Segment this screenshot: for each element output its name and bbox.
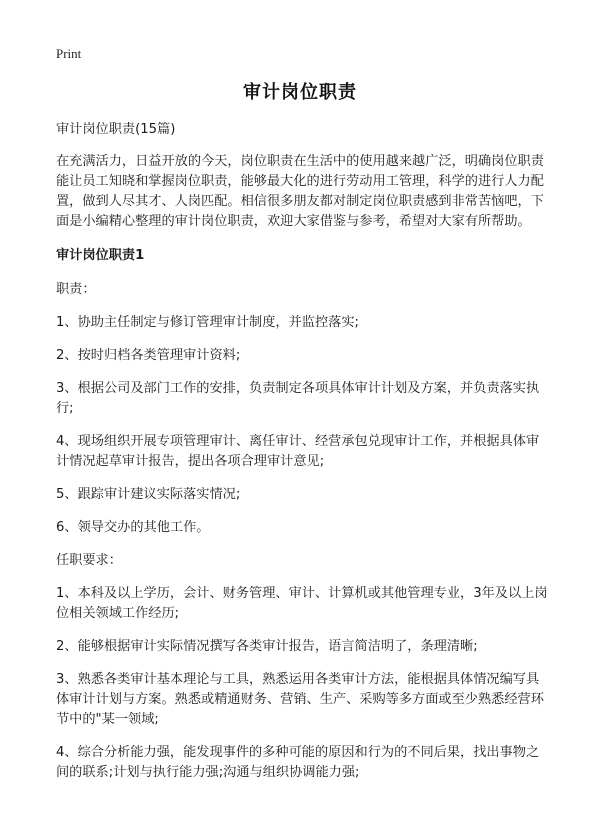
requirement-item: 3、熟悉各类审计基本理论与工具，熟悉运用各类审计方法，能根据具体情况编写具体审计计划与方案。熟悉或精通财务、营销、生产、采购等多方面或至少熟悉经营环节中的"某一领域;: [56, 672, 544, 727]
section-heading: 审计岗位职责1: [56, 248, 145, 263]
requirements-label: 任职要求：: [56, 553, 122, 568]
duty-item: 6、领导交办的其他工作。: [56, 520, 210, 535]
requirement-item: 4、综合分析能力强，能发现事件的多种可能的原因和行为的不同后果，找出事物之间的联系;计划与执行能力强;沟通与组织协调能力强;: [56, 745, 540, 780]
duty-item: 5、跟踪审计建议实际落实情况;: [56, 487, 241, 502]
duty-item: 3、根据公司及部门工作的安排，负责制定各项具体审计计划及方案，并负责落实执行;: [56, 381, 540, 416]
duties-label: 职责：: [56, 282, 96, 297]
duty-item: 1、协助主任制定与修订管理审计制度，并监控落实;: [56, 315, 359, 330]
requirement-item: 1、本科及以上学历，会计、财务管理、审计、计算机或其他管理专业，3年及以上岗位相关领域工作经历;: [56, 586, 548, 621]
document-title: 审计岗位职责: [243, 82, 357, 103]
document-subtitle: 审计岗位职责(15篇): [56, 122, 176, 137]
duty-item: 4、现场组织开展专项管理审计、离任审计、经营承包兑现审计工作，并根据具体审计情况起草审计报告，提出各项合理审计意见;: [56, 434, 540, 469]
requirement-item: 2、能够根据审计实际情况撰写各类审计报告，语言简洁明了，条理清晰;: [56, 639, 478, 654]
print-label: Print: [56, 46, 82, 61]
duty-item: 2、按时归档各类管理审计资料;: [56, 348, 241, 363]
document-body: [56, 120, 552, 796]
intro-paragraph: 在充满活力，日益开放的今天，岗位职责在生活中的使用越来越广泛，明确岗位职责能让员工知晓和掌握岗位职责，能够最大化的进行劳动用工管理，科学的进行人力配置，做到人尽其才、人岗匹配。相信很多朋友都对制定岗位职责感到非常苦恼吧，下面是小编精心整理的审计岗位职责，欢迎大家借鉴与参考，希望对大家有所帮助。: [56, 154, 544, 229]
